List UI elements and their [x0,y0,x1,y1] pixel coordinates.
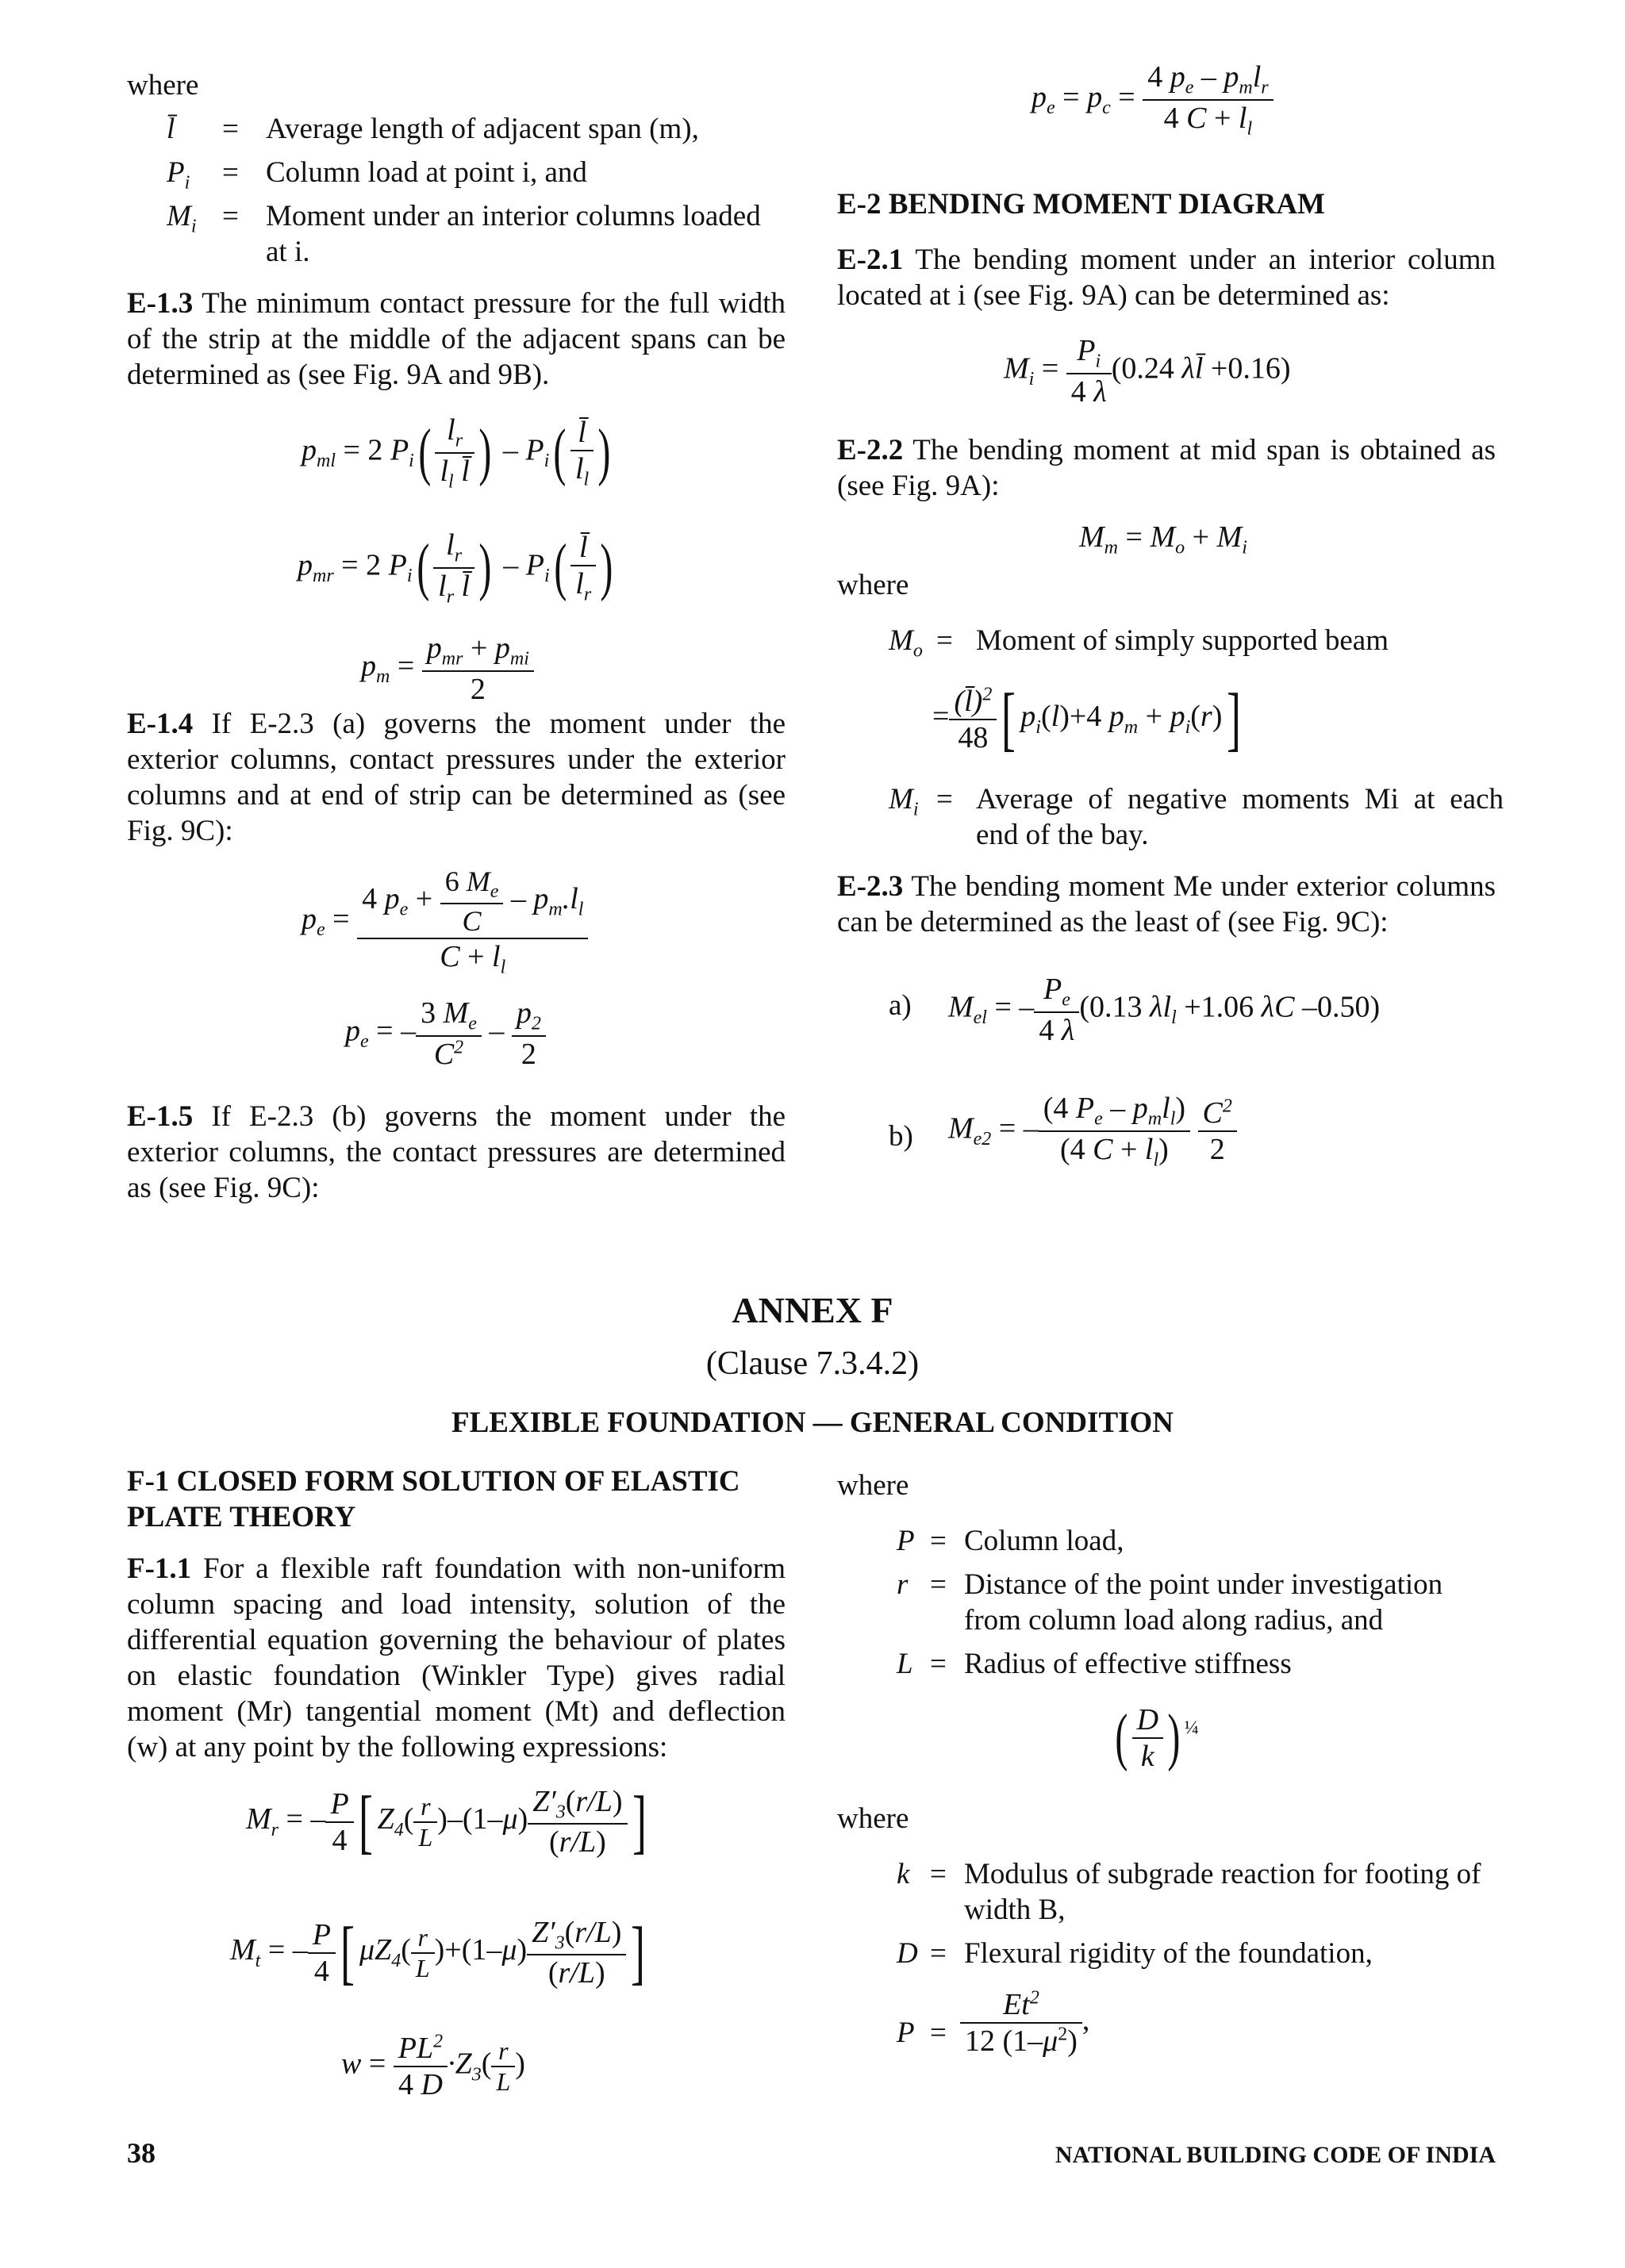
where-label-3: where [837,1469,909,1502]
paragraph-e13 [127,286,786,393]
formula-pe-1: $p_e$ = 4 $p_e$ + $\frac{6 M_e}{C}$ – $p_m.l_l$ $C + l_l$ [302,865,588,979]
definition-text: Flexural rigidity of the foundation, [964,1937,1373,1970]
clause-label: E-2.1 [837,244,904,276]
formula-rigidity: $\frac{Et^2}{12 (1-\mu^2)}$ , [960,1987,1089,2059]
equals-sign: = [930,1937,947,1970]
formula-pm: $p_m$ = $\frac{p_{mr} + p_{mi}}{2}$ [361,631,534,707]
formula-stiffness-radius: ( $\frac{D}{k}$ ) $^{\frac{1}{4}}$ [1115,1702,1199,1773]
symbol-lbar: l̄ [167,113,175,145]
definition-text: Modulus of subgrade reaction for footing of width B, [964,1858,1481,1926]
where-label-1: where [127,69,199,102]
symbol-k: k [897,1858,910,1890]
equals-sign: = [222,113,239,145]
clause-text: The bending moment under an interior column located at i (see Fig. 9A) can be determined as: [837,244,1496,312]
heading-e2: E-2 BENDING MOMENT DIAGRAM [837,188,1325,221]
definition-text: Column load at point i, and [266,156,587,189]
formula-me1: $M_{el}$ = – $\frac{P_e}{4 \lambda}$ (0.13 $\lambda l_l +1.06$ λC –0.50) [948,973,1381,1047]
paragraph-f11 [127,1551,786,1765]
symbol-p: P [897,2017,915,2049]
equals-sign: = [222,156,239,189]
annex-clause [0,1345,1625,1383]
symbol-mi: $M_i$ [889,783,919,820]
equals-sign: = [930,1525,947,1557]
clause-text: For a flexible raft foundation with non-uniform column spacing and load intensity, solution of the differential equation governing the behaviour of plates on elastic foundation (Winkler Type) gives radial moment (Mr) tangential moment (Mt) and deflection (w) at any point by the following expressions: [127,1552,786,1763]
symbol-pi: $P_i$ [167,156,190,194]
heading-f1: F-1 CLOSED FORM SOLUTION OF ELASTIC PLATE THEORY [127,1465,740,1533]
clause-label: F-1.1 [127,1552,192,1585]
symbol-d: D [897,1937,918,1970]
symbol-mo: $M_o$ [889,624,923,662]
clause-label: E-1.4 [127,708,194,740]
formula-pml: $p_{ml} = 2$ $P_i$( $\frac{l_r}{l_l l̄}$ ) – $P_i$( $\frac{l̄}{l_l}$ ) [302,413,611,493]
item-a-label: a) [889,989,912,1022]
annex-title: ANNEX F [732,1290,893,1330]
equals-sign: = [930,2017,947,2049]
clause-text: The bending moment Me under exterior columns can be determined as the least of (see Fig. 9C): [837,870,1496,938]
item-b-label: b) [889,1120,913,1153]
clause-text: If E-2.3 (b) governs the moment under the exterior columns, the contact pressures are determined as (see Fig. 9C): [127,1100,786,1204]
formula-mm: $M_m = M_o + M_i$ [1079,520,1247,558]
definition-continuation [266,234,309,270]
clause-label: E-1.5 [127,1100,194,1133]
formula-pe-pc: $p_e = p_c$ = $\frac{4 p_e - p_ml_r}{4 C + l_l}$ [1031,59,1273,140]
definition-text: Moment of simply supported beam [976,624,1389,657]
definition-text: at i. [266,236,310,268]
clause-label: E-1.3 [127,287,194,320]
clause-text: If E-2.3 (a) governs the moment under the exterior columns, contact pressures under the exterior columns and at end of strip can be determined as (see Fig. 9C): [127,708,786,847]
clause-label: E-2.2 [837,434,904,466]
page-number: 38 [127,2137,156,2169]
equals-sign: = [936,624,953,657]
symbol-p: P [897,1525,915,1557]
clause-label: E-2.3 [837,870,904,903]
symbol-mi: $M_i$ [167,200,197,237]
formula-pe-2: $p_e$ = – $\frac{3 M_e}{C^2}$ – $\frac{p_2}{2}$ [345,996,546,1072]
definition-text: Distance of the point under investigation from column load along radius, and [964,1568,1443,1637]
equals-sign: = [930,1648,947,1680]
clause-text: The bending moment at mid span is obtained as (see Fig. 9A): [837,434,1496,502]
where-label-2: where [837,569,909,601]
formula-w: w = $\frac{PL^2}{4 D}$ $\cdot Z_3$( $\frac{r}{L}$ ) [341,2031,525,2101]
clause-text: The minimum contact pressure for the full width of the strip at the middle of the adjacent spans can be determined as (see Fig. 9A and 9B). [127,287,786,391]
where-label-4: where [837,1802,909,1835]
symbol-l: L [897,1648,913,1680]
definition-text: Average length of adjacent span (m), [266,113,699,145]
annex-subtitle: FLEXIBLE FOUNDATION — GENERAL CONDITION [451,1406,1174,1439]
paragraph-e15 [127,1099,786,1206]
formula-pmr: $p_{mr} = 2$ $P_i$( $\frac{l_r}{l_r l̄}$ ) – $P_i$( $\frac{l̄}{l_r}$ ) [298,528,613,608]
equals-sign: = [930,1858,947,1890]
equals-sign: = [222,200,239,232]
paragraph-e22 [837,432,1496,504]
symbol-r: r [897,1568,909,1601]
publication-title: NATIONAL BUILDING CODE OF INDIA [1055,2142,1496,2168]
definition-text: Column load, [964,1525,1124,1557]
equals-sign: = [930,1568,947,1601]
formula-mr: $M_r$ = – $\frac{P}{4}$ [ $Z_4$( $\frac{r}{L}$ )–(1–μ) $\frac{Z'_3(r/L)}{(r/L)}$ ] [246,1783,647,1861]
paragraph-e14 [127,706,786,849]
paragraph-e21 [837,242,1496,313]
paragraph-e23 [837,869,1496,940]
definition-text: Average of negative moments Mi at each end of the bay. [976,783,1504,851]
formula-mo: = $\frac{(l̄)^2}{48}$ [ $p_i(l)+4$ $p_m + p_i(r)$] [932,680,1242,758]
annex-clause-text: (Clause 7.3.4.2) [705,1345,920,1382]
formula-me2: $M_{e2}$ = – $\frac{(4 P_e - p_ml_l)}{(4 C + l_l)}$ $\frac{C^2}{2}$ [948,1091,1237,1171]
equals-sign: = [936,783,953,815]
formula-mi: $M_i$ = $\frac{P_i}{4 \lambda}$ (0.24 λl̄ +0.16) [1004,334,1291,409]
formula-mt: $M_t$ = – $\frac{P}{4}$ [ $\mu Z_4$( $\frac{r}{L}$ )+(1–μ) $\frac{Z'_3(r/L)}{(r/L)}$ ] [230,1913,646,1992]
definition-text: Radius of effective stiffness [964,1648,1292,1680]
definition-text: Moment under an interior columns loaded [266,200,761,232]
